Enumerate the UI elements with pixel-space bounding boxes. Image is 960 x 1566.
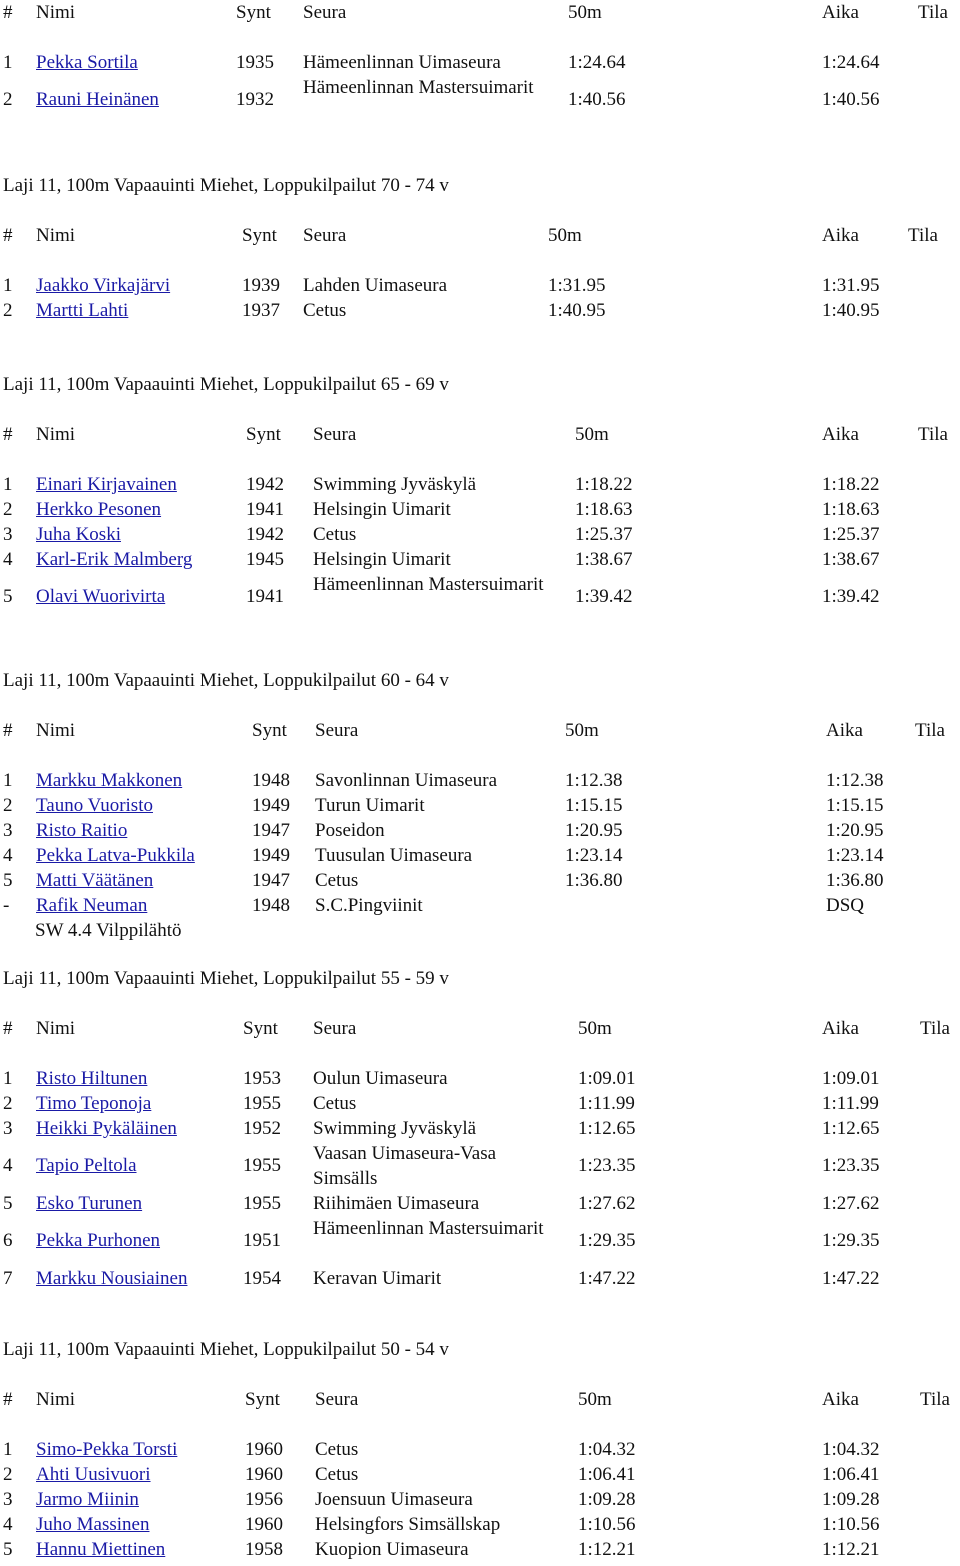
table-row [0, 298, 960, 323]
column-header-seura: Seura [315, 1389, 359, 1410]
table-row [0, 1437, 960, 1462]
num-cell: 2 [3, 1093, 13, 1114]
swimmer-name-link[interactable]: Hannu Miettinen [36, 1539, 166, 1560]
swimmer-name-cell [36, 273, 170, 298]
swimmer-name-link[interactable]: Risto Hiltunen [36, 1068, 148, 1089]
swimmer-name-link[interactable]: Simo-Pekka Torsti [36, 1439, 178, 1460]
swimmer-name-cell [36, 818, 127, 843]
section-heading: Laji 11, 100m Vapaauinti Miehet, Loppukilpailut 55 - 59 v [3, 968, 449, 989]
num-cell: 3 [3, 1489, 13, 1510]
column-header-aika: Aika [822, 2, 859, 23]
aika-cell: 1:11.99 [822, 1093, 879, 1114]
synt-cell: 1939 [242, 275, 280, 296]
table-row [0, 1216, 960, 1266]
swimmer-name-link[interactable]: Herkko Pesonen [36, 499, 162, 520]
table-row [0, 1066, 960, 1091]
swimmer-name-link[interactable]: Karl-Erik Malmberg [36, 549, 193, 570]
synt-cell: 1960 [245, 1514, 283, 1535]
table-row [0, 1191, 960, 1216]
table-row [0, 793, 960, 818]
split-cell: 1:12.65 [578, 1118, 636, 1139]
swimmer-name-cell [36, 868, 153, 893]
seura-cell: Poseidon [315, 820, 385, 841]
column-header-tila: Tila [920, 1018, 950, 1039]
table-row [0, 522, 960, 547]
num-cell: 1 [3, 1439, 13, 1460]
swimmer-name-link[interactable]: Rafik Neuman [36, 895, 148, 916]
aika-cell: 1:47.22 [822, 1268, 880, 1289]
table-row [0, 50, 960, 75]
aika-cell: 1:23.14 [826, 845, 884, 866]
num-cell: 4 [3, 845, 13, 866]
seura-cell: Oulun Uimaseura [313, 1068, 448, 1089]
swimmer-name-cell [36, 1191, 142, 1216]
table-row [0, 1116, 960, 1141]
synt-cell: 1954 [243, 1268, 281, 1289]
split-cell: 1:40.56 [568, 89, 626, 110]
split-cell: 1:09.28 [578, 1489, 636, 1510]
aika-cell: 1:23.35 [822, 1155, 880, 1176]
swimmer-name-link[interactable]: Einari Kirjavainen [36, 474, 177, 495]
section-heading: Laji 11, 100m Vapaauinti Miehet, Loppukilpailut 50 - 54 v [3, 1339, 449, 1360]
swimmer-name-link[interactable]: Esko Turunen [36, 1193, 143, 1214]
seura-cell: Keravan Uimarit [313, 1268, 442, 1289]
split-cell: 1:04.32 [578, 1439, 636, 1460]
synt-cell: 1952 [243, 1118, 281, 1139]
seura-cell: Cetus [315, 1464, 359, 1485]
column-header-num: # [3, 424, 13, 445]
swimmer-name-link[interactable]: Pekka Sortila [36, 52, 138, 73]
column-header-synt: Synt [236, 2, 271, 23]
swimmer-name-cell [36, 1437, 177, 1462]
table-row [0, 818, 960, 843]
aika-cell: 1:20.95 [826, 820, 884, 841]
swimmer-name-cell [36, 472, 177, 497]
split-cell: 1:47.22 [578, 1268, 636, 1289]
seura-cell: Kuopion Uimaseura [315, 1539, 469, 1560]
table-row [0, 1266, 960, 1291]
table-row [0, 868, 960, 893]
split-cell: 1:12.38 [565, 770, 623, 791]
column-header-aika: Aika [822, 1389, 859, 1410]
synt-cell: 1953 [243, 1068, 281, 1089]
seura-cell: Helsingfors Simsällskap [315, 1514, 501, 1535]
synt-cell: 1960 [245, 1464, 283, 1485]
split-cell: 1:40.95 [548, 300, 606, 321]
column-header-name: Nimi [36, 1389, 76, 1410]
seura-cell: Joensuun Uimaseura [315, 1489, 473, 1510]
column-header-seura: Seura [303, 2, 347, 23]
table-row [0, 472, 960, 497]
column-header-tila: Tila [908, 225, 938, 246]
swimmer-name-link[interactable]: Juho Massinen [36, 1514, 150, 1535]
seura-cell: Savonlinnan Uimaseura [315, 770, 498, 791]
table-row [0, 1091, 960, 1116]
column-header-name: Nimi [36, 225, 76, 246]
aika-cell: 1:27.62 [822, 1193, 880, 1214]
seura-cell: Cetus [313, 1093, 357, 1114]
seura-cell: Helsingin Uimarit [313, 499, 451, 520]
swimmer-name-link[interactable]: Olavi Wuorivirta [36, 586, 166, 607]
split-cell: 1:11.99 [578, 1093, 635, 1114]
swimmer-name-cell [36, 1266, 187, 1291]
column-header-num: # [3, 1389, 13, 1410]
split-cell: 1:27.62 [578, 1193, 636, 1214]
table-header [0, 1016, 960, 1041]
num-cell: 1 [3, 770, 13, 791]
num-cell: 7 [3, 1268, 13, 1289]
swimmer-name-cell [36, 893, 147, 918]
swimmer-name-cell [36, 87, 159, 112]
swimmer-name-link[interactable]: Tapio Peltola [36, 1155, 137, 1176]
seura-cell: Turun Uimarit [315, 795, 425, 816]
column-header-seura: Seura [303, 225, 347, 246]
column-header-synt: Synt [245, 1389, 280, 1410]
synt-cell: 1960 [245, 1439, 283, 1460]
split-cell: 1:39.42 [575, 586, 633, 607]
table-row [0, 893, 960, 918]
synt-cell: 1942 [246, 474, 284, 495]
swimmer-name-cell [36, 1066, 147, 1091]
swimmer-name-cell [36, 1487, 139, 1512]
split-cell: 1:10.56 [578, 1514, 636, 1535]
num-cell: 5 [3, 586, 13, 607]
synt-cell: 1937 [242, 300, 280, 321]
column-header-num: # [3, 225, 13, 246]
synt-cell: 1951 [243, 1230, 281, 1251]
swimmer-name-link[interactable]: Heikki Pykäläinen [36, 1118, 177, 1139]
swimmer-name-link[interactable]: Tauno Vuoristo [36, 795, 153, 816]
aika-cell: 1:36.80 [826, 870, 884, 891]
table-row [0, 1512, 960, 1537]
num-cell: 2 [3, 795, 13, 816]
split-cell: 1:23.35 [578, 1155, 636, 1176]
split-cell: 1:18.63 [575, 499, 633, 520]
num-cell: 4 [3, 1155, 13, 1176]
num-cell: 3 [3, 820, 13, 841]
swimmer-name-link[interactable]: Jarmo Miinin [36, 1489, 139, 1510]
synt-cell: 1941 [246, 586, 284, 607]
swimmer-name-link[interactable]: Risto Raitio [36, 820, 128, 841]
swimmer-name-link[interactable]: Martti Lahti [36, 300, 129, 321]
num-cell: 1 [3, 474, 13, 495]
aika-cell: 1:25.37 [822, 524, 880, 545]
synt-cell: 1948 [252, 895, 290, 916]
swimmer-name-cell [36, 1462, 151, 1487]
synt-cell: 1955 [243, 1155, 281, 1176]
table-header [0, 1387, 960, 1412]
aika-cell: 1:31.95 [822, 275, 880, 296]
num-cell: 4 [3, 1514, 13, 1535]
synt-cell: 1942 [246, 524, 284, 545]
column-header-aika: Aika [822, 424, 859, 445]
aika-cell: 1:04.32 [822, 1439, 880, 1460]
swimmer-name-link[interactable]: Rauni Heinänen [36, 89, 159, 110]
aika-cell: 1:29.35 [822, 1230, 880, 1251]
swimmer-name-cell [36, 298, 128, 323]
column-header-name: Nimi [36, 1018, 76, 1039]
column-header-synt: Synt [252, 720, 287, 741]
aika-cell: 1:12.65 [822, 1118, 880, 1139]
disqualification-note: SW 4.4 Vilppilähtö [35, 920, 182, 941]
num-cell: 2 [3, 499, 13, 520]
seura-cell: Cetus [315, 870, 359, 891]
column-header-aika: Aika [826, 720, 863, 741]
table-row [0, 768, 960, 793]
swimmer-name-link[interactable]: Markku Nousiainen [36, 1268, 188, 1289]
num-cell: 2 [3, 89, 13, 110]
aika-cell: 1:39.42 [822, 586, 880, 607]
aika-cell: 1:09.01 [822, 1068, 880, 1089]
section-heading: Laji 11, 100m Vapaauinti Miehet, Loppukilpailut 70 - 74 v [3, 175, 449, 196]
aika-cell: 1:24.64 [822, 52, 880, 73]
swimmer-name-link[interactable]: Pekka Latva-Pukkila [36, 845, 195, 866]
column-header-num: # [3, 1018, 13, 1039]
swimmer-name-link[interactable]: Ahti Uusivuori [36, 1464, 151, 1485]
swimmer-name-link[interactable]: Timo Teponoja [36, 1093, 152, 1114]
aika-cell: 1:15.15 [826, 795, 884, 816]
aika-cell: 1:40.56 [822, 89, 880, 110]
table-header [0, 223, 960, 248]
table-row [0, 572, 960, 622]
synt-cell: 1935 [236, 52, 274, 73]
aika-cell: 1:12.21 [822, 1539, 880, 1560]
split-cell: 1:18.22 [575, 474, 633, 495]
seura-cell: S.C.Pingviinit [315, 895, 423, 916]
num-cell: 6 [3, 1230, 13, 1251]
split-cell: 1:20.95 [565, 820, 623, 841]
column-header-synt: Synt [243, 1018, 278, 1039]
num-cell: 5 [3, 1193, 13, 1214]
swimmer-name-cell [36, 1091, 151, 1116]
table-row [0, 273, 960, 298]
column-header-aika: Aika [822, 1018, 859, 1039]
aika-cell: 1:12.38 [826, 770, 884, 791]
seura-cell: Tuusulan Uimaseura [315, 845, 473, 866]
swimmer-name-cell [36, 50, 138, 75]
seura-cell: Cetus [313, 524, 357, 545]
column-header-split: 50m [568, 2, 602, 23]
column-header-num: # [3, 2, 13, 23]
synt-cell: 1932 [236, 89, 274, 110]
column-header-tila: Tila [918, 2, 948, 23]
swimmer-name-cell [36, 1228, 160, 1253]
split-cell: 1:24.64 [568, 52, 626, 73]
swimmer-name-link[interactable]: Jaakko Virkajärvi [36, 275, 171, 296]
column-header-name: Nimi [36, 720, 76, 741]
seura-cell: Helsingin Uimarit [313, 549, 451, 570]
swimmer-name-link[interactable]: Markku Makkonen [36, 770, 183, 791]
synt-cell: 1949 [252, 845, 290, 866]
seura-cell: Cetus [315, 1439, 359, 1460]
section-heading: Laji 11, 100m Vapaauinti Miehet, Loppukilpailut 65 - 69 v [3, 374, 449, 395]
column-header-split: 50m [575, 424, 609, 445]
table-header [0, 718, 960, 743]
column-header-synt: Synt [242, 225, 277, 246]
column-header-synt: Synt [246, 424, 281, 445]
swimmer-name-cell [36, 1153, 137, 1178]
table-row [0, 1487, 960, 1512]
aika-cell: 1:38.67 [822, 549, 880, 570]
num-cell: 2 [3, 1464, 13, 1485]
synt-cell: 1955 [243, 1193, 281, 1214]
table-row [0, 547, 960, 572]
seura-cell: Swimming Jyväskylä [313, 474, 477, 495]
column-header-split: 50m [578, 1018, 612, 1039]
section-heading: Laji 11, 100m Vapaauinti Miehet, Loppukilpailut 60 - 64 v [3, 670, 449, 691]
num-cell: - [3, 895, 10, 916]
split-cell: 1:23.14 [565, 845, 623, 866]
seura-cell: Hämeenlinnan Mastersuimarit [303, 77, 534, 98]
split-cell: 1:25.37 [575, 524, 633, 545]
num-cell: 4 [3, 549, 13, 570]
swimmer-name-cell [36, 843, 195, 868]
num-cell: 3 [3, 1118, 13, 1139]
synt-cell: 1956 [245, 1489, 283, 1510]
split-cell: 1:38.67 [575, 549, 633, 570]
num-cell: 2 [3, 300, 13, 321]
synt-cell: 1941 [246, 499, 284, 520]
table-row [0, 1462, 960, 1487]
split-cell: 1:09.01 [578, 1068, 636, 1089]
synt-cell: 1945 [246, 549, 284, 570]
column-header-split: 50m [565, 720, 599, 741]
table-row [0, 1141, 960, 1191]
num-cell: 3 [3, 524, 13, 545]
seura-cell: Hämeenlinnan Uimaseura [303, 52, 501, 73]
aika-cell: 1:09.28 [822, 1489, 880, 1510]
swimmer-name-link[interactable]: Juha Koski [36, 524, 121, 545]
swimmer-name-cell [36, 522, 121, 547]
table-row [0, 1537, 960, 1562]
aika-cell: DSQ [826, 895, 865, 916]
num-cell: 5 [3, 1539, 13, 1560]
split-cell: 1:06.41 [578, 1464, 636, 1485]
column-header-num: # [3, 720, 13, 741]
seura-cell: Swimming Jyväskylä [313, 1118, 477, 1139]
swimmer-name-cell [36, 497, 161, 522]
swimmer-name-cell [36, 1512, 149, 1537]
aika-cell: 1:18.63 [822, 499, 880, 520]
seura-cell: Riihimäen Uimaseura [313, 1193, 480, 1214]
aika-cell: 1:18.22 [822, 474, 880, 495]
synt-cell: 1958 [245, 1539, 283, 1560]
split-cell: 1:29.35 [578, 1230, 636, 1251]
swimmer-name-cell [36, 1537, 165, 1562]
column-header-seura: Seura [313, 1018, 357, 1039]
column-header-tila: Tila [920, 1389, 950, 1410]
column-header-name: Nimi [36, 2, 76, 23]
column-header-split: 50m [548, 225, 582, 246]
column-header-split: 50m [578, 1389, 612, 1410]
swimmer-name-cell [36, 547, 192, 572]
swimmer-name-cell [36, 1116, 177, 1141]
aika-cell: 1:06.41 [822, 1464, 880, 1485]
synt-cell: 1955 [243, 1093, 281, 1114]
num-cell: 5 [3, 870, 13, 891]
split-cell: 1:12.21 [578, 1539, 636, 1560]
column-header-name: Nimi [36, 424, 76, 445]
swimmer-name-cell [36, 768, 182, 793]
synt-cell: 1947 [252, 870, 290, 891]
swimmer-name-link[interactable]: Pekka Purhonen [36, 1230, 161, 1251]
swimmer-name-cell [36, 584, 165, 609]
seura-cell: Lahden Uimaseura [303, 275, 448, 296]
aika-cell: 1:10.56 [822, 1514, 880, 1535]
table-header [0, 0, 960, 25]
table-row [0, 843, 960, 868]
seura-cell: Vaasan Uimaseura-Vasa Simsälls [313, 1143, 497, 1189]
num-cell: 1 [3, 1068, 13, 1089]
swimmer-name-cell [36, 793, 153, 818]
synt-cell: 1948 [252, 770, 290, 791]
column-header-tila: Tila [915, 720, 945, 741]
column-header-tila: Tila [918, 424, 948, 445]
table-row [0, 497, 960, 522]
num-cell: 1 [3, 52, 13, 73]
split-cell: 1:31.95 [548, 275, 606, 296]
column-header-seura: Seura [313, 424, 357, 445]
swimmer-name-link[interactable]: Matti Väätänen [36, 870, 154, 891]
column-header-aika: Aika [822, 225, 859, 246]
synt-cell: 1949 [252, 795, 290, 816]
seura-cell: Hämeenlinnan Mastersuimarit [313, 574, 544, 595]
seura-cell: Cetus [303, 300, 347, 321]
column-header-seura: Seura [315, 720, 359, 741]
table-header [0, 422, 960, 447]
seura-cell: Hämeenlinnan Mastersuimarit [313, 1218, 544, 1239]
split-cell: 1:36.80 [565, 870, 623, 891]
num-cell: 1 [3, 275, 13, 296]
aika-cell: 1:40.95 [822, 300, 880, 321]
synt-cell: 1947 [252, 820, 290, 841]
split-cell: 1:15.15 [565, 795, 623, 816]
table-row [0, 75, 960, 125]
